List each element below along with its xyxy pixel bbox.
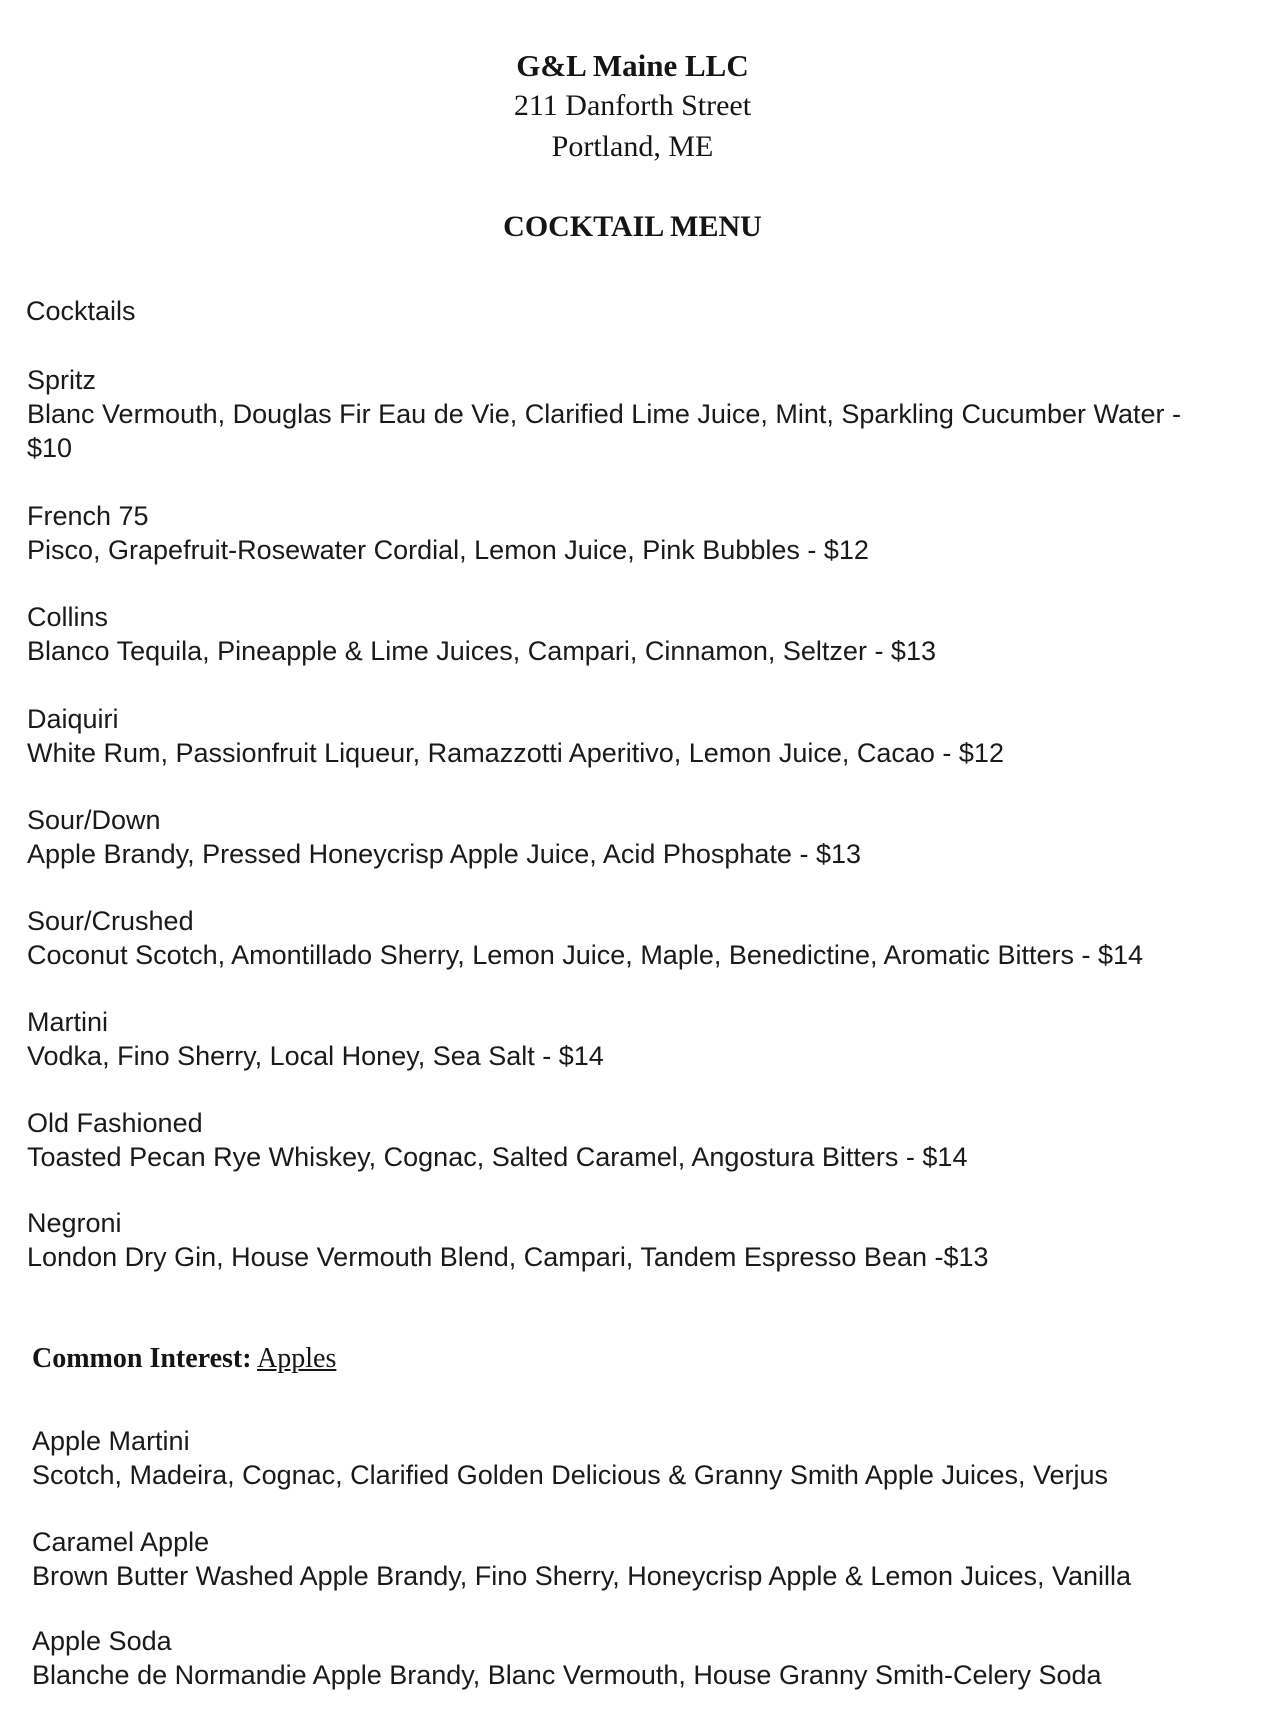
menu-item	[27, 904, 1217, 972]
item-description: London Dry Gin, House Vermouth Blend, Campari, Tandem Espresso Bean -$13	[27, 1242, 989, 1272]
item-name: Sour/Down	[27, 805, 161, 835]
item-name: Apple Soda	[32, 1626, 172, 1656]
item-name: Caramel Apple	[32, 1527, 210, 1557]
item-description: Coconut Scotch, Amontillado Sherry, Lemon Juice, Maple, Benedictine, Aromatic Bitters - $14	[27, 940, 1144, 970]
item-description: Scotch, Madeira, Cognac, Clarified Golden Delicious & Granny Smith Apple Juices, Verjus	[32, 1460, 1109, 1490]
item-name: Sour/Crushed	[27, 906, 194, 936]
item-description: Pisco, Grapefruit-Rosewater Cordial, Lemon Juice, Pink Bubbles - $12	[27, 535, 869, 565]
item-description: White Rum, Passionfruit Liqueur, Ramazzotti Aperitivo, Lemon Juice, Cacao - $12	[27, 738, 1004, 768]
item-name: Collins	[27, 602, 109, 632]
section-heading-cocktails: Cocktails	[26, 296, 136, 326]
menu-item	[27, 803, 1217, 871]
menu-item	[27, 499, 1217, 567]
menu-item	[32, 1525, 1222, 1593]
menu-title: COCKTAIL MENU	[503, 210, 762, 243]
item-name: Martini	[27, 1007, 109, 1037]
menu-item	[27, 1005, 1217, 1073]
section-theme: Apples	[257, 1343, 337, 1374]
menu-item	[27, 600, 1217, 668]
section-label: Common Interest:	[32, 1343, 252, 1374]
item-description: Apple Brandy, Pressed Honeycrisp Apple Juice, Acid Phosphate - $13	[27, 839, 861, 869]
item-description: Brown Butter Washed Apple Brandy, Fino Sherry, Honeycrisp Apple & Lemon Juices, Vanilla	[32, 1561, 1132, 1591]
menu-item	[27, 363, 1217, 465]
company-name: G&L Maine LLC	[516, 48, 749, 83]
item-name: French 75	[27, 501, 149, 531]
item-description: Toasted Pecan Rye Whiskey, Cognac, Salted Caramel, Angostura Bitters - $14	[27, 1142, 968, 1172]
menu-item	[27, 702, 1217, 770]
city-state: Portland, ME	[551, 130, 714, 163]
item-name: Daiquiri	[27, 704, 119, 734]
menu-item	[32, 1424, 1222, 1492]
street-address: 211 Danforth Street	[513, 89, 752, 122]
item-description: Blanco Tequila, Pineapple & Lime Juices, Campari, Cinnamon, Seltzer - $13	[27, 636, 936, 666]
menu-item	[27, 1206, 1217, 1274]
item-description: Blanche de Normandie Apple Brandy, Blanc Vermouth, House Granny Smith-Celery Soda	[32, 1660, 1102, 1690]
item-description: Vodka, Fino Sherry, Local Honey, Sea Salt - $14	[27, 1041, 604, 1071]
item-name: Apple Martini	[32, 1426, 190, 1456]
menu-item	[32, 1624, 1222, 1692]
item-name: Negroni	[27, 1208, 122, 1238]
item-name: Spritz	[27, 365, 97, 395]
item-description: Blanc Vermouth, Douglas Fir Eau de Vie, Clarified Lime Juice, Mint, Sparkling Cucumber Water - $10	[27, 399, 1181, 463]
item-name: Old Fashioned	[27, 1108, 203, 1138]
section-heading-common-interest	[32, 1343, 336, 1375]
menu-item	[27, 1106, 1217, 1174]
